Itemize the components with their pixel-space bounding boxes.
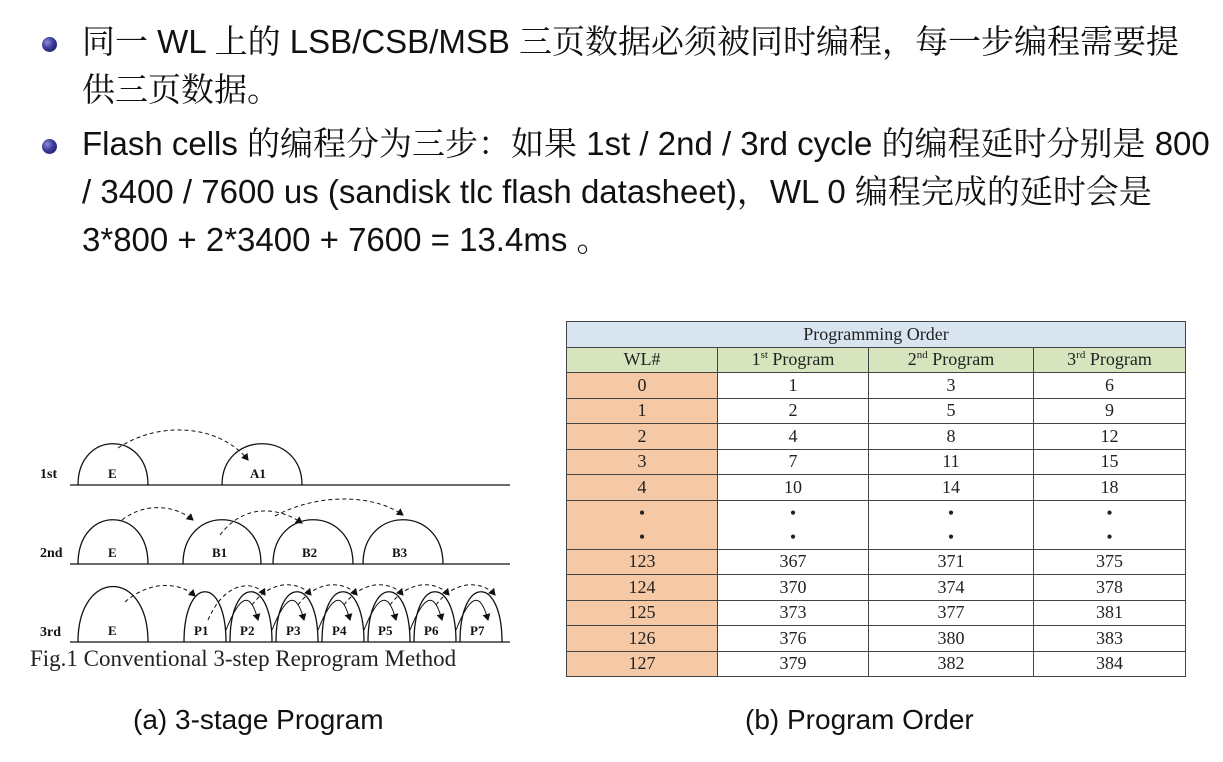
table-title: Programming Order	[567, 322, 1186, 348]
table-cell: 10	[718, 475, 869, 501]
table-cell: 4	[718, 424, 869, 450]
table-cell: • •	[869, 500, 1034, 549]
table-cell: 12	[1034, 424, 1186, 450]
state-label: B2	[302, 545, 318, 560]
table-row	[567, 373, 1186, 399]
table-row	[567, 651, 1186, 677]
table-row	[567, 549, 1186, 575]
table-cell: 378	[1034, 575, 1186, 601]
table-cell: 376	[718, 626, 869, 652]
table-cell: • •	[1034, 500, 1186, 549]
table-row	[567, 626, 1186, 652]
state-label: E	[108, 545, 117, 560]
table-row	[567, 600, 1186, 626]
row-1st	[40, 430, 510, 485]
table-cell: 367	[718, 549, 869, 575]
row-label: 2nd	[40, 546, 63, 561]
state-label: E	[108, 623, 117, 638]
table-cell: 374	[869, 575, 1034, 601]
state-label: E	[108, 466, 117, 481]
table-row	[567, 475, 1186, 501]
column-header: WL#	[567, 347, 718, 373]
state-label: P7	[470, 623, 485, 638]
wl-cell: 2	[567, 424, 718, 450]
table-cell: • •	[718, 500, 869, 549]
figure-caption: Fig.1 Conventional 3-step Reprogram Method	[30, 646, 457, 671]
wl-cell: 124	[567, 575, 718, 601]
table-cell: 377	[869, 600, 1034, 626]
state-label: P3	[286, 623, 301, 638]
table-cell: 370	[718, 575, 869, 601]
state-label: P5	[378, 623, 393, 638]
table-cell: 6	[1034, 373, 1186, 399]
table-cell: 371	[869, 549, 1034, 575]
column-header: 1st Program	[718, 347, 869, 373]
state-label: P1	[194, 623, 209, 638]
wl-cell: 4	[567, 475, 718, 501]
subcaption-b: (b) Program Order	[745, 704, 974, 735]
table-header-row	[567, 347, 1186, 373]
table-cell: 381	[1034, 600, 1186, 626]
state-label: A1	[250, 466, 266, 481]
wl-cell: 123	[567, 549, 718, 575]
table-cell: 2	[718, 398, 869, 424]
wl-cell: 126	[567, 626, 718, 652]
wl-cell: 3	[567, 449, 718, 475]
programming-order-table	[566, 321, 1186, 677]
table-cell: 5	[869, 398, 1034, 424]
state-label: B1	[212, 545, 228, 560]
subcaption-a: (a) 3-stage Program	[133, 704, 384, 735]
table-row	[567, 449, 1186, 475]
table-cell: 380	[869, 626, 1034, 652]
wl-cell: 125	[567, 600, 718, 626]
table-cell: 379	[718, 651, 869, 677]
bullet-item	[40, 18, 1210, 114]
table-cell: 382	[869, 651, 1034, 677]
state-label: P6	[424, 623, 439, 638]
table-cell: 14	[869, 475, 1034, 501]
table-cell: 7	[718, 449, 869, 475]
bullet-text: Flash cells 的编程分为三步：如果 1st / 2nd / 3rd cycle 的编程延时分别是 800 / 3400 / 7600 us (sandisk tlc flash datasheet)，WL 0 编程完成的延时会是3*800 + 2*3400 + 7600 = 13.4ms 。	[82, 125, 1210, 258]
table-cell: 3	[869, 373, 1034, 399]
column-header: 2nd Program	[869, 347, 1034, 373]
wl-cell: 127	[567, 651, 718, 677]
table-row	[567, 424, 1186, 450]
wl-cell: • •	[567, 500, 718, 549]
state-label: P2	[240, 623, 255, 638]
table-cell: 15	[1034, 449, 1186, 475]
column-header: 3rd Program	[1034, 347, 1186, 373]
bullet-dot-icon	[42, 139, 57, 154]
table-cell: 8	[869, 424, 1034, 450]
bullet-item	[40, 120, 1210, 264]
table-row	[567, 398, 1186, 424]
table-cell: 384	[1034, 651, 1186, 677]
table-row	[567, 575, 1186, 601]
wl-cell: 1	[567, 398, 718, 424]
state-label: P4	[332, 623, 347, 638]
wl-cell: 0	[567, 373, 718, 399]
bullet-dot-icon	[42, 37, 57, 52]
table-cell: 373	[718, 600, 869, 626]
bullet-text: 同一 WL 上的 LSB/CSB/MSB 三页数据必须被同时编程，每一步编程需要提供三页数据。	[82, 23, 1180, 108]
table-cell: 375	[1034, 549, 1186, 575]
table-cell: 383	[1034, 626, 1186, 652]
bullet-list	[40, 18, 1210, 270]
table-cell: 18	[1034, 475, 1186, 501]
state-label: B3	[392, 545, 408, 560]
row-label: 1st	[40, 467, 58, 482]
table-cell: 1	[718, 373, 869, 399]
table-cell: 11	[869, 449, 1034, 475]
table-cell: 9	[1034, 398, 1186, 424]
three-step-program-diagram	[30, 420, 530, 650]
row-label: 3rd	[40, 625, 61, 640]
row-3rd	[40, 585, 510, 642]
row-2nd	[40, 499, 510, 564]
